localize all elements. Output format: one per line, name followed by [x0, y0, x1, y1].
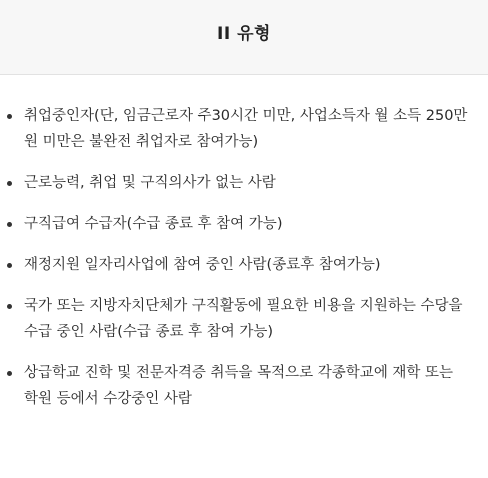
section-header [0, 0, 488, 75]
ineligibility-list [0, 103, 488, 427]
bullet-dot-icon [7, 263, 12, 268]
section-title: II 유형 [217, 23, 271, 44]
list-item [0, 103, 488, 155]
list-item-text: 재정지원 일자리사업에 참여 중인 사람(종료후 참여가능) [24, 257, 381, 273]
bullet-dot-icon [7, 114, 12, 119]
bullet-dot-icon [7, 304, 12, 309]
list-item [0, 252, 488, 278]
bullet-dot-icon [7, 222, 12, 227]
list-item-text: 국가 또는 지방자치단체가 구직활동에 필요한 비용을 지원하는 수당을 수급 중인 사람(수급 종료 후 참여 가능) [24, 298, 463, 340]
list-item-text: 취업중인자(단, 임금근로자 주30시간 미만, 사업소득자 월 소득 250만원 미만은 불완전 취업자로 참여가능) [24, 108, 468, 150]
list-item [0, 360, 488, 412]
list-item-text: 상급학교 진학 및 전문자격증 취득을 목적으로 각종학교에 재학 또는 학원 등에서 수강중인 사람 [24, 365, 454, 407]
list-item [0, 293, 488, 345]
list-item-text: 근로능력, 취업 및 구직의사가 없는 사람 [24, 175, 276, 191]
list-item [0, 211, 488, 237]
bullet-dot-icon [7, 181, 12, 186]
bullet-dot-icon [7, 371, 12, 376]
list-item-text: 구직급여 수급자(수급 종료 후 참여 가능) [24, 216, 283, 232]
list-item [0, 170, 488, 196]
